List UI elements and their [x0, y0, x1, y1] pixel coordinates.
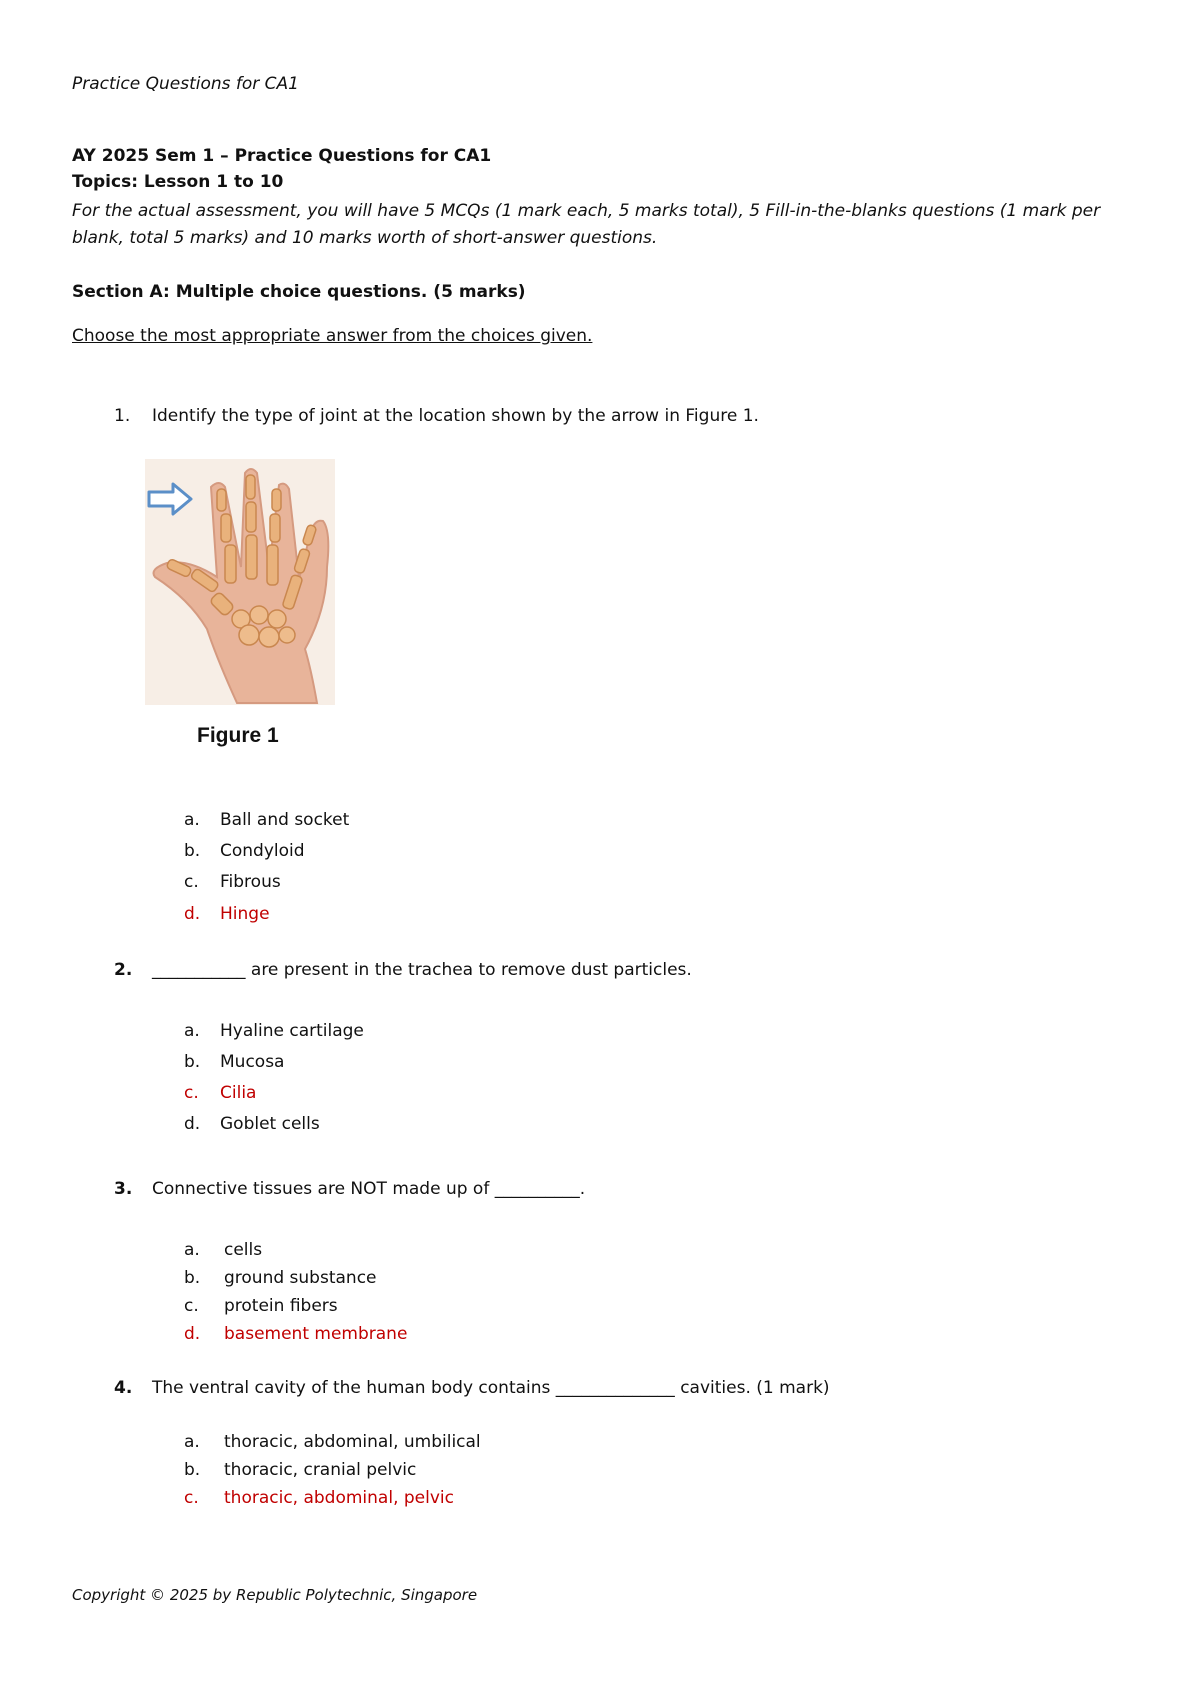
- option-1c: [184, 872, 784, 896]
- option-1b: [184, 841, 784, 865]
- option-text: thoracic, abdominal, umbilical: [224, 1432, 481, 1452]
- figure-caption: Figure 1: [197, 724, 279, 747]
- section-instruction: Choose the most appropriate answer from the choices given.: [72, 326, 593, 346]
- option-letter: a.: [184, 1432, 200, 1452]
- option-3d-correct: [184, 1324, 784, 1348]
- option-letter: a.: [184, 1240, 200, 1260]
- option-letter: d.: [184, 904, 201, 924]
- option-letter: d.: [184, 1324, 201, 1344]
- question-text: The ventral cavity of the human body contains ______________ cavities. (1 mark): [152, 1378, 830, 1398]
- option-2b: [184, 1052, 784, 1076]
- option-letter: b.: [184, 841, 201, 861]
- option-text: Condyloid: [220, 841, 305, 861]
- question-number: 3.: [114, 1179, 133, 1199]
- option-letter: b.: [184, 1268, 201, 1288]
- question-number: 4.: [114, 1378, 133, 1398]
- document-title: AY 2025 Sem 1 – Practice Questions for CA1: [72, 146, 492, 166]
- option-4c-correct: [184, 1488, 784, 1512]
- option-letter: c.: [184, 872, 199, 892]
- question-4: [0, 1378, 1200, 1402]
- option-text: basement membrane: [224, 1324, 408, 1344]
- option-4a: [184, 1432, 784, 1456]
- option-1a: [184, 810, 784, 834]
- question-2: [0, 960, 1200, 984]
- option-4b: [184, 1460, 784, 1484]
- option-letter: b.: [184, 1460, 201, 1480]
- question-text: Identify the type of joint at the location shown by the arrow in Figure 1.: [152, 406, 759, 426]
- option-text: Hinge: [220, 904, 270, 924]
- question-text: ___________ are present in the trachea to remove dust particles.: [152, 960, 692, 980]
- option-letter: a.: [184, 1021, 200, 1041]
- option-text: Goblet cells: [220, 1114, 320, 1134]
- option-2c-correct: [184, 1083, 784, 1107]
- option-text: thoracic, cranial pelvic: [224, 1460, 417, 1480]
- question-number: 2.: [114, 960, 133, 980]
- option-text: ground substance: [224, 1268, 377, 1288]
- option-letter: c.: [184, 1296, 199, 1316]
- option-letter: d.: [184, 1114, 201, 1134]
- copyright-footer: Copyright © 2025 by Republic Polytechnic, Singapore: [72, 1586, 478, 1604]
- topics-line: Topics: Lesson 1 to 10: [72, 172, 284, 192]
- option-2d: [184, 1114, 784, 1138]
- section-a-title: Section A: Multiple choice questions. (5 marks): [72, 282, 526, 302]
- option-text: Mucosa: [220, 1052, 285, 1072]
- option-text: Ball and socket: [220, 810, 350, 830]
- assessment-intro: For the actual assessment, you will have 5 MCQs (1 mark each, 5 marks total), 5 Fill-in-the-blanks questions (1 mark per blank, total 5 marks) and 10 marks worth of short-answer questions.: [72, 201, 1101, 248]
- option-letter: a.: [184, 810, 200, 830]
- option-letter: b.: [184, 1052, 201, 1072]
- option-text: Cilia: [220, 1083, 257, 1103]
- question-text: Connective tissues are NOT made up of __________.: [152, 1179, 586, 1199]
- option-text: protein fibers: [224, 1296, 338, 1316]
- option-2a: [184, 1021, 784, 1045]
- question-number: 1.: [114, 406, 131, 426]
- option-text: thoracic, abdominal, pelvic: [224, 1488, 454, 1508]
- option-text: Hyaline cartilage: [220, 1021, 364, 1041]
- question-1: [0, 406, 1200, 430]
- option-3b: [184, 1268, 784, 1292]
- option-letter: c.: [184, 1488, 199, 1508]
- option-3a: [184, 1240, 784, 1264]
- option-text: Fibrous: [220, 872, 281, 892]
- option-text: cells: [224, 1240, 263, 1260]
- hand-skeleton-figure: [145, 459, 335, 705]
- question-3: [0, 1179, 1200, 1203]
- option-letter: c.: [184, 1083, 199, 1103]
- option-3c: [184, 1296, 784, 1320]
- running-header: Practice Questions for CA1: [72, 74, 299, 94]
- option-1d-correct: [184, 904, 784, 928]
